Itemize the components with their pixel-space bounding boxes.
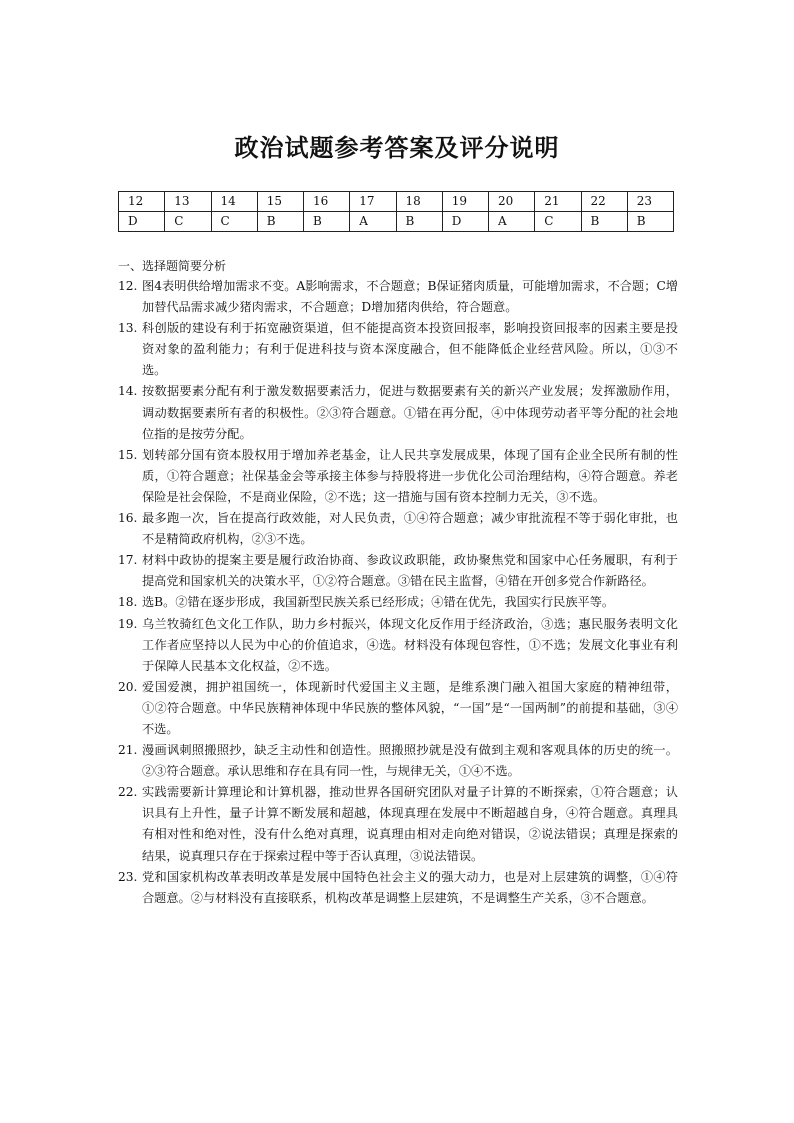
answer-cell: D: [119, 212, 165, 232]
answer-table-answer-row: [119, 212, 674, 232]
item-number: 14.: [118, 384, 138, 399]
item-number: 22.: [118, 785, 138, 800]
answer-cell: C: [211, 212, 257, 232]
answer-cell: B: [304, 212, 350, 232]
analysis-item: [118, 782, 678, 866]
item-text: 科创版的建设有利于拓宽融资渠道，但不能提高资本投资回报率，影响投资回报率的因素主要是投资对象的盈利能力；有利于促进科技与资本深度融合，但不能降低企业经营风险。所以，①③不选。: [142, 321, 678, 378]
analysis-item: [118, 550, 678, 592]
item-number: 13.: [118, 321, 138, 336]
item-number: 15.: [118, 447, 138, 462]
item-number: 21.: [118, 743, 138, 758]
analysis-item: [118, 867, 678, 909]
answer-cell: C: [535, 212, 581, 232]
question-number-cell: 19: [442, 192, 488, 212]
question-number-cell: 21: [535, 192, 581, 212]
item-text: 最多跑一次，旨在提高行政效能，对人民负责，①④符合题意；减少审批流程不等于弱化审批，也不是精简政府机构，②③不选。: [142, 511, 678, 547]
question-number-cell: 22: [581, 192, 627, 212]
item-number: 17.: [118, 553, 138, 568]
item-number: 16.: [118, 511, 138, 526]
analysis-item: [118, 381, 678, 444]
question-number-cell: 17: [350, 192, 396, 212]
item-number: 12.: [118, 279, 138, 293]
item-number: 20.: [118, 679, 138, 694]
answer-cell: B: [627, 212, 673, 232]
item-text: 乌兰牧骑红色文化工作队，助力乡村振兴，体现文化反作用于经济政治，③选；惠民服务表明文化工作者应坚持以人民为中心的价值追求，④选。材料没有体现包容性，①不选；发展文化事业有利于保障人民基本文化权益，②不选。: [142, 616, 678, 673]
item-text: 漫画讽刺照搬照抄，缺乏主动性和创造性。照搬照抄就是没有做到主观和客观具体的历史的统一。②③符合题意。承认思维和存在具有同一性，与规律无关，①④不选。: [142, 743, 678, 779]
item-text: 图4表明供给增加需求不变。A影响需求，不合题意；B保证猪肉质量，可能增加需求，不合题；C增加替代品需求减少猪肉需求，不合题意；D增加猪肉供给，符合题意。: [142, 279, 678, 315]
question-number-cell: 14: [211, 192, 257, 212]
analysis-item: [118, 276, 678, 318]
item-number: 23.: [118, 869, 138, 884]
page-title: 政治试题参考答案及评分说明: [234, 134, 560, 162]
item-text: 材料中政协的提案主要是履行政治协商、参政议政职能，政协聚焦党和国家中心任务履职，有利于提高党和国家机关的决策水平，①②符合题意。③错在民主监督，④错在开创多党合作新路径。: [142, 553, 678, 589]
analysis-list: [118, 276, 678, 909]
analysis-item: [118, 508, 678, 550]
answer-cell: A: [350, 212, 396, 232]
question-number-cell: 20: [489, 192, 535, 212]
answer-cell: B: [581, 212, 627, 232]
item-text: 选B。②错在逐步形成，我国新型民族关系已经形成；④错在优先，我国实行民族平等。: [142, 595, 615, 610]
section-heading: 一、选择题简要分析: [118, 259, 227, 273]
answer-cell: D: [442, 212, 488, 232]
answer-cell: B: [257, 212, 303, 232]
question-number-cell: 16: [304, 192, 350, 212]
answer-table-number-row: [119, 192, 674, 212]
analysis-item: [118, 614, 678, 677]
item-text: 爱国爱澳，拥护祖国统一，体现新时代爱国主义主题，是维系澳门融入祖国大家庭的精神纽带，①②符合题意。中华民族精神体现中华民族的整体风貌，“一国”是“一国两制”的前提和基础，③④不选。: [142, 679, 678, 736]
analysis-item: [118, 445, 678, 508]
question-number-cell: 15: [257, 192, 303, 212]
item-number: 18.: [118, 595, 138, 610]
question-number-cell: 23: [627, 192, 673, 212]
question-number-cell: 18: [396, 192, 442, 212]
analysis-item: [118, 318, 678, 381]
item-text: 实践需要新计算理论和计算机器，推动世界各国研究团队对量子计算的不断探索，①符合题意；认识具有上升性，量子计算不断发展和超越，体现真理在发展中不断超越自身，④符合题意。真理具有相对性和绝对性，没有什么绝对真理，说真理由相对走向绝对错误，②说法错误；真理是探索的结果，说真理只存在于探索过程中等于否认真理，③说法错误。: [142, 785, 678, 863]
question-number-cell: 13: [165, 192, 211, 212]
answer-cell: B: [396, 212, 442, 232]
analysis-item: [118, 740, 678, 782]
item-text: 党和国家机构改革表明改革是发展中国特色社会主义的强大动力，也是对上层建筑的调整，①④符合题意。②与材料没有直接联系，机构改革是调整上层建筑，不是调整生产关系，③不合题意。: [142, 869, 678, 905]
answer-cell: C: [165, 212, 211, 232]
answer-cell: A: [489, 212, 535, 232]
item-number: 19.: [118, 616, 138, 631]
answer-table: [118, 191, 674, 232]
question-number-cell: 12: [119, 192, 165, 212]
item-text: 划转部分国有资本股权用于增加养老基金，让人民共享发展成果，体现了国有企业全民所有制的性质，①符合题意；社保基金会等承接主体参与持股将进一步优化公司治理结构，④符合题意。养老保险是社会保险，不是商业保险，②不选；这一措施与国有资本控制力无关，③不选。: [142, 447, 678, 504]
analysis-item: [118, 677, 678, 740]
item-text: 按数据要素分配有利于激发数据要素活力，促进与数据要素有关的新兴产业发展；发挥激励作用，调动数据要素所有者的积极性。②③符合题意。①错在再分配，④中体现劳动者平等分配的社会地位指的是按劳分配。: [142, 384, 678, 441]
analysis-item: [118, 592, 678, 613]
